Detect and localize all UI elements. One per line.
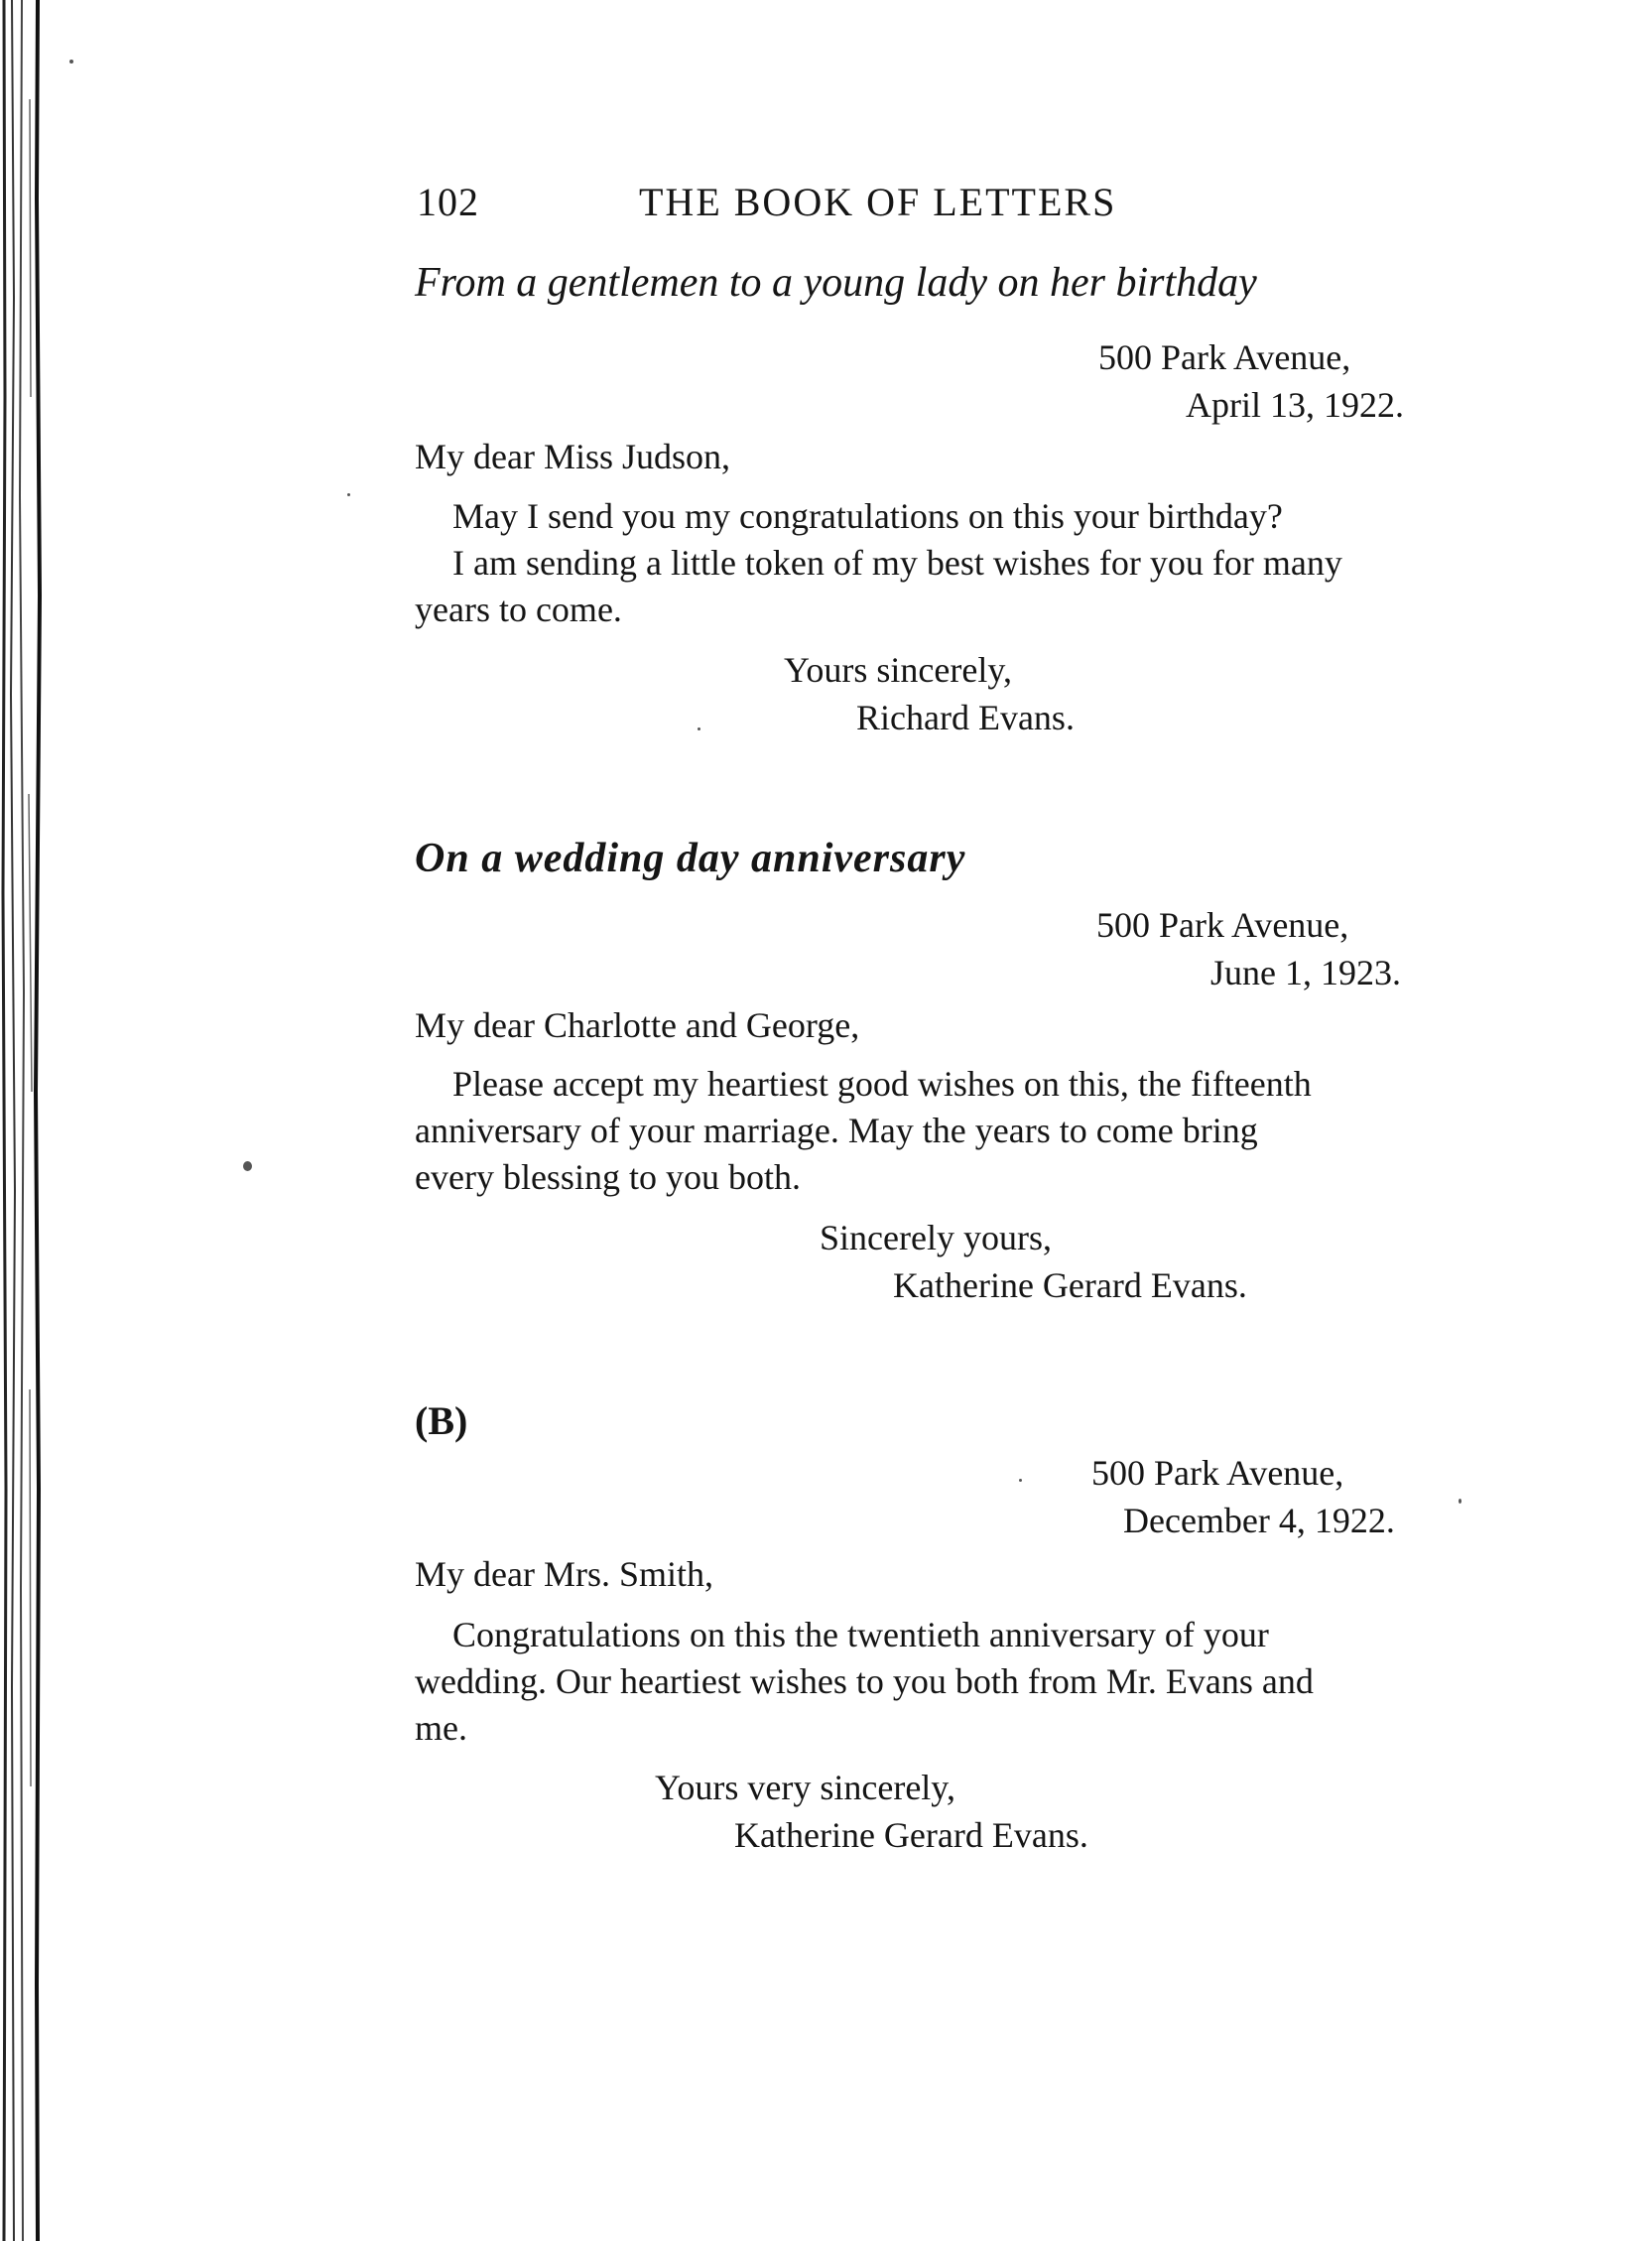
- body-line: Please accept my heartiest good wishes on this, the fifteenth: [452, 1064, 1312, 1104]
- letter-closing: Sincerely yours,: [820, 1218, 1052, 1257]
- body-line: years to come.: [415, 590, 622, 629]
- letter-address: 500 Park Avenue,: [1096, 905, 1349, 945]
- letter-heading: From a gentlemen to a young lady on her birthday: [415, 260, 1257, 306]
- body-line: Congratulations on this the twentieth anniversary of your: [452, 1615, 1269, 1654]
- letter-body: [415, 1612, 1466, 1752]
- scan-speck: [1459, 1499, 1461, 1504]
- letter-closing: Yours sincerely,: [784, 650, 1012, 690]
- letter-date: April 13, 1922.: [1186, 385, 1404, 425]
- binding-edge: [0, 0, 60, 2241]
- letter-salutation: My dear Mrs. Smith,: [415, 1554, 713, 1594]
- scan-speck: [69, 60, 73, 64]
- running-title: THE BOOK OF LETTERS: [639, 180, 1117, 224]
- letter-body: [415, 1061, 1466, 1201]
- letter-signature: Katherine Gerard Evans.: [893, 1265, 1247, 1305]
- body-line: me.: [415, 1708, 467, 1748]
- letter-salutation: My dear Miss Judson,: [415, 437, 731, 476]
- letter-body: [415, 493, 1466, 633]
- letter-date: June 1, 1923.: [1210, 953, 1401, 992]
- letter-salutation: My dear Charlotte and George,: [415, 1005, 860, 1045]
- body-line: every blessing to you both.: [415, 1157, 801, 1197]
- body-line: May I send you my congratulations on this your birthday?: [452, 496, 1283, 536]
- body-line: I am sending a little token of my best wishes for you for many: [452, 543, 1342, 583]
- letter-date: December 4, 1922.: [1123, 1501, 1395, 1540]
- scan-speck: [698, 727, 700, 730]
- letter-heading: On a wedding day anniversary: [415, 836, 966, 881]
- letter-closing: Yours very sincerely,: [655, 1768, 955, 1807]
- body-line: anniversary of your marriage. May the years to come bring: [415, 1111, 1258, 1150]
- letter-address: 500 Park Avenue,: [1098, 337, 1351, 377]
- scan-speck: [243, 1161, 252, 1171]
- body-line: wedding. Our heartiest wishes to you both from Mr. Evans and: [415, 1661, 1314, 1701]
- letter-signature: Katherine Gerard Evans.: [734, 1815, 1088, 1855]
- scan-speck: [1019, 1479, 1022, 1482]
- page-number: 102: [417, 180, 479, 224]
- letter-heading: (B): [415, 1398, 468, 1443]
- letter-signature: Richard Evans.: [856, 698, 1075, 737]
- scan-speck: [347, 493, 350, 496]
- letter-address: 500 Park Avenue,: [1091, 1453, 1344, 1493]
